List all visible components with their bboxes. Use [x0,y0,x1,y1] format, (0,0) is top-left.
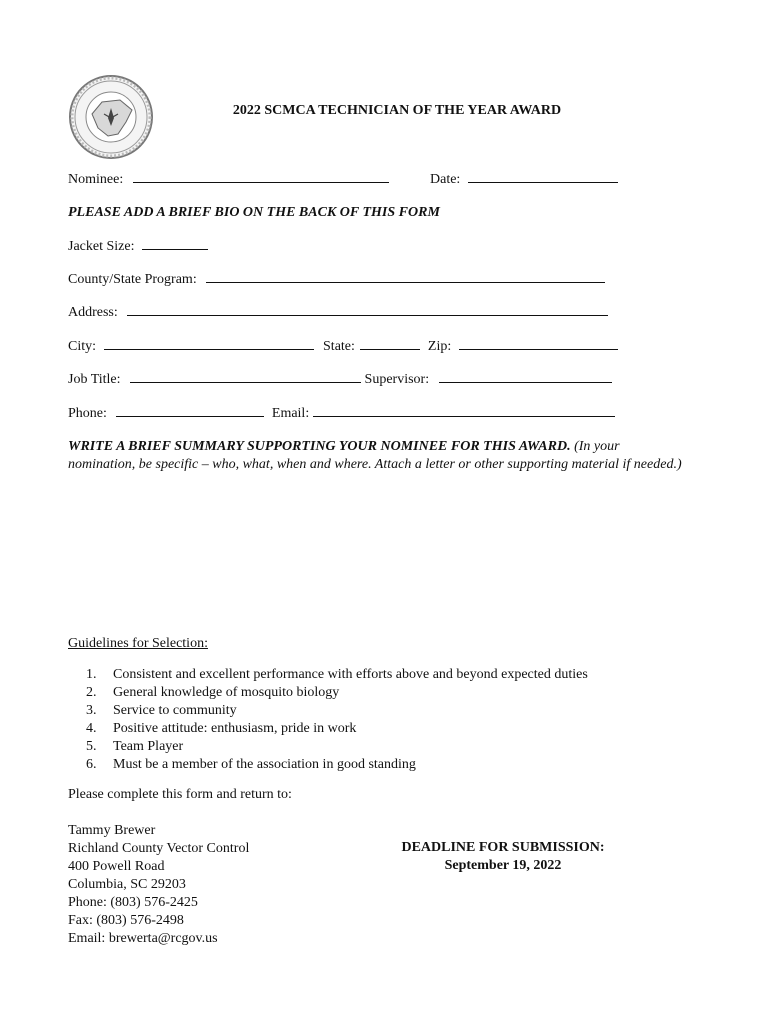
address-field[interactable] [127,314,608,316]
county-program-label: County/State Program: [68,272,197,287]
date-row [430,171,618,189]
address-row [68,304,608,322]
jacket-row [68,238,208,256]
contact-fax: Fax: (803) 576-2498 [68,913,184,928]
contact-email: Email: brewerta@rcgov.us [68,931,218,946]
job-title-row [68,371,612,389]
city-field[interactable] [104,348,314,350]
email-label: Email: [271,406,310,421]
city-state-zip-row [68,338,618,356]
jacket-size-label: Jacket Size: [68,239,135,254]
phone-email-row [68,405,615,423]
guidelines-list [86,666,588,774]
jacket-size-field[interactable] [142,248,208,250]
phone-field[interactable] [116,415,264,417]
list-item: 2. General knowledge of mosquito biology [86,685,340,700]
zip-label: Zip: [427,339,452,354]
nominee-label: Nominee: [68,172,124,187]
summary-heading: WRITE A BRIEF SUMMARY SUPPORTING YOUR NOMINEE FOR THIS AWARD. [68,439,571,454]
contact-city: Columbia, SC 29203 [68,877,186,892]
summary-instructions [68,438,688,474]
job-title-field[interactable] [130,381,361,383]
list-item: 5. Team Player [86,739,184,754]
date-label: Date: [430,172,461,187]
deadline-date: September 19, 2022 [444,858,562,873]
contact-organization: Richland County Vector Control [68,841,250,856]
deadline-block [388,839,618,875]
deadline-label: DEADLINE FOR SUBMISSION: [401,840,605,855]
nominee-row [68,171,389,189]
supervisor-label: Supervisor: [364,372,430,387]
contact-street: 400 Powell Road [68,859,165,874]
bio-note: PLEASE ADD A BRIEF BIO ON THE BACK OF THIS FORM [68,205,440,220]
city-label: City: [68,339,97,354]
job-title-label: Job Title: [68,372,121,387]
phone-label: Phone: [68,406,107,421]
county-row [68,271,605,289]
supervisor-field[interactable] [439,381,612,383]
county-program-field[interactable] [206,281,605,283]
return-instruction: Please complete this form and return to: [68,787,292,802]
list-item: 1. Consistent and excellent performance with efforts above and beyond expected duties [86,667,588,682]
list-item: 4. Positive attitude: enthusiasm, pride in work [86,721,357,736]
summary-instruction: (In your nomination, be specific – who, what, when and where. Attach a letter or other supporting material if needed.) [68,439,682,472]
list-item: 3. Service to community [86,703,237,718]
list-item: 6. Must be a member of the association in good standing [86,757,416,772]
state-field[interactable] [360,348,420,350]
guidelines-heading: Guidelines for Selection: [68,636,208,651]
contact-phone: Phone: (803) 576-2425 [68,895,198,910]
date-field[interactable] [468,181,618,183]
contact-name: Tammy Brewer [68,823,156,838]
zip-field[interactable] [459,348,618,350]
contact-block [68,822,249,948]
nominee-field[interactable] [133,181,389,183]
form-title: 2022 SCMCA TECHNICIAN OF THE YEAR AWARD [232,103,562,118]
email-field[interactable] [313,415,615,417]
address-label: Address: [68,305,118,320]
state-label: State: [323,339,355,354]
